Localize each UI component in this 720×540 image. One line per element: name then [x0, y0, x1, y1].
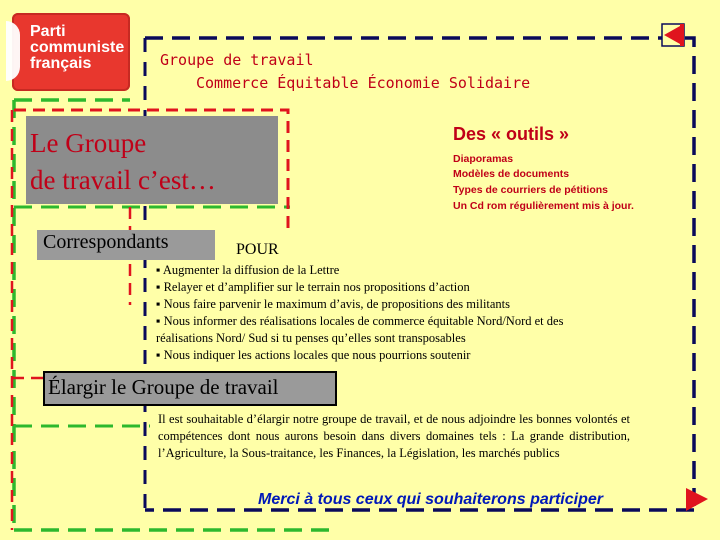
header-title-1: Groupe de travail [160, 51, 314, 69]
bullet-item [156, 313, 563, 329]
logo-line-1: Parti [30, 23, 66, 40]
next-button[interactable] [686, 488, 708, 511]
le-groupe-line-2: de travail c’est… [30, 165, 216, 195]
outils-item: Modèles de documents [453, 168, 570, 180]
bullet-marker: ▪ [156, 314, 164, 328]
logo-line-3: français [30, 55, 92, 72]
bullet-text: Augmenter la diffusion de la Lettre [162, 263, 340, 277]
bullet-text: Nous faire parvenir le maximum d’avis, de propositions des militants [163, 297, 511, 311]
logo-text [30, 24, 124, 72]
outils-item: Types de courriers de pétitions [453, 184, 609, 196]
logo-mark [6, 21, 20, 81]
bullet-text: Nous indiquer les actions locales que nous pourrions soutenir [163, 348, 471, 362]
bullet-item [156, 262, 339, 278]
bullet-item [156, 279, 470, 295]
outils-item: Un Cd rom régulièrement mis à jour. [453, 200, 634, 212]
pcf-logo [12, 13, 130, 91]
outils-item: Diaporamas [453, 153, 514, 165]
elargir-heading: Élargir le Groupe de travail [48, 375, 279, 399]
bullet-item [156, 347, 470, 363]
prev-button[interactable] [662, 24, 684, 46]
bullet-marker: ▪ [156, 297, 164, 311]
logo-line-2: communiste [30, 39, 125, 56]
merci-text: Merci à tous ceux qui souhaiterons participer [258, 491, 603, 508]
pour-label: POUR [236, 241, 279, 258]
bullet-marker: ▪ [156, 263, 163, 277]
elargir-paragraph: Il est souhaitable d’élargir notre groupe de travail, et de nous adjoindre les bonnes volontés et compétences dont nous aurons besoin dans divers domaines tels : La grande distribution, l’Agriculture, la Sous-traitance, les Finances, la Législation, les marchés publics [158, 412, 630, 460]
bullet-marker: ▪ [156, 280, 164, 294]
correspondants-label: Correspondants [43, 231, 169, 253]
next-triangle-icon [686, 488, 708, 511]
le-groupe-heading [30, 125, 216, 199]
le-groupe-line-1: Le Groupe [30, 128, 147, 158]
header-title-2: Commerce Équitable Économie Solidaire [196, 74, 531, 92]
bullet-marker: ▪ [156, 348, 164, 362]
bullet-text: Relayer et d’amplifier sur le terrain nos propositions d’action [163, 280, 470, 294]
bullet-text: Nous informer des réalisations locales de commerce équitable Nord/Nord et des [163, 314, 564, 328]
outils-title: Des « outils » [453, 124, 570, 144]
bullet-continuation: réalisations Nord/ Sud si tu penses qu’elles sont transposables [156, 331, 466, 345]
bullet-item [156, 296, 510, 312]
